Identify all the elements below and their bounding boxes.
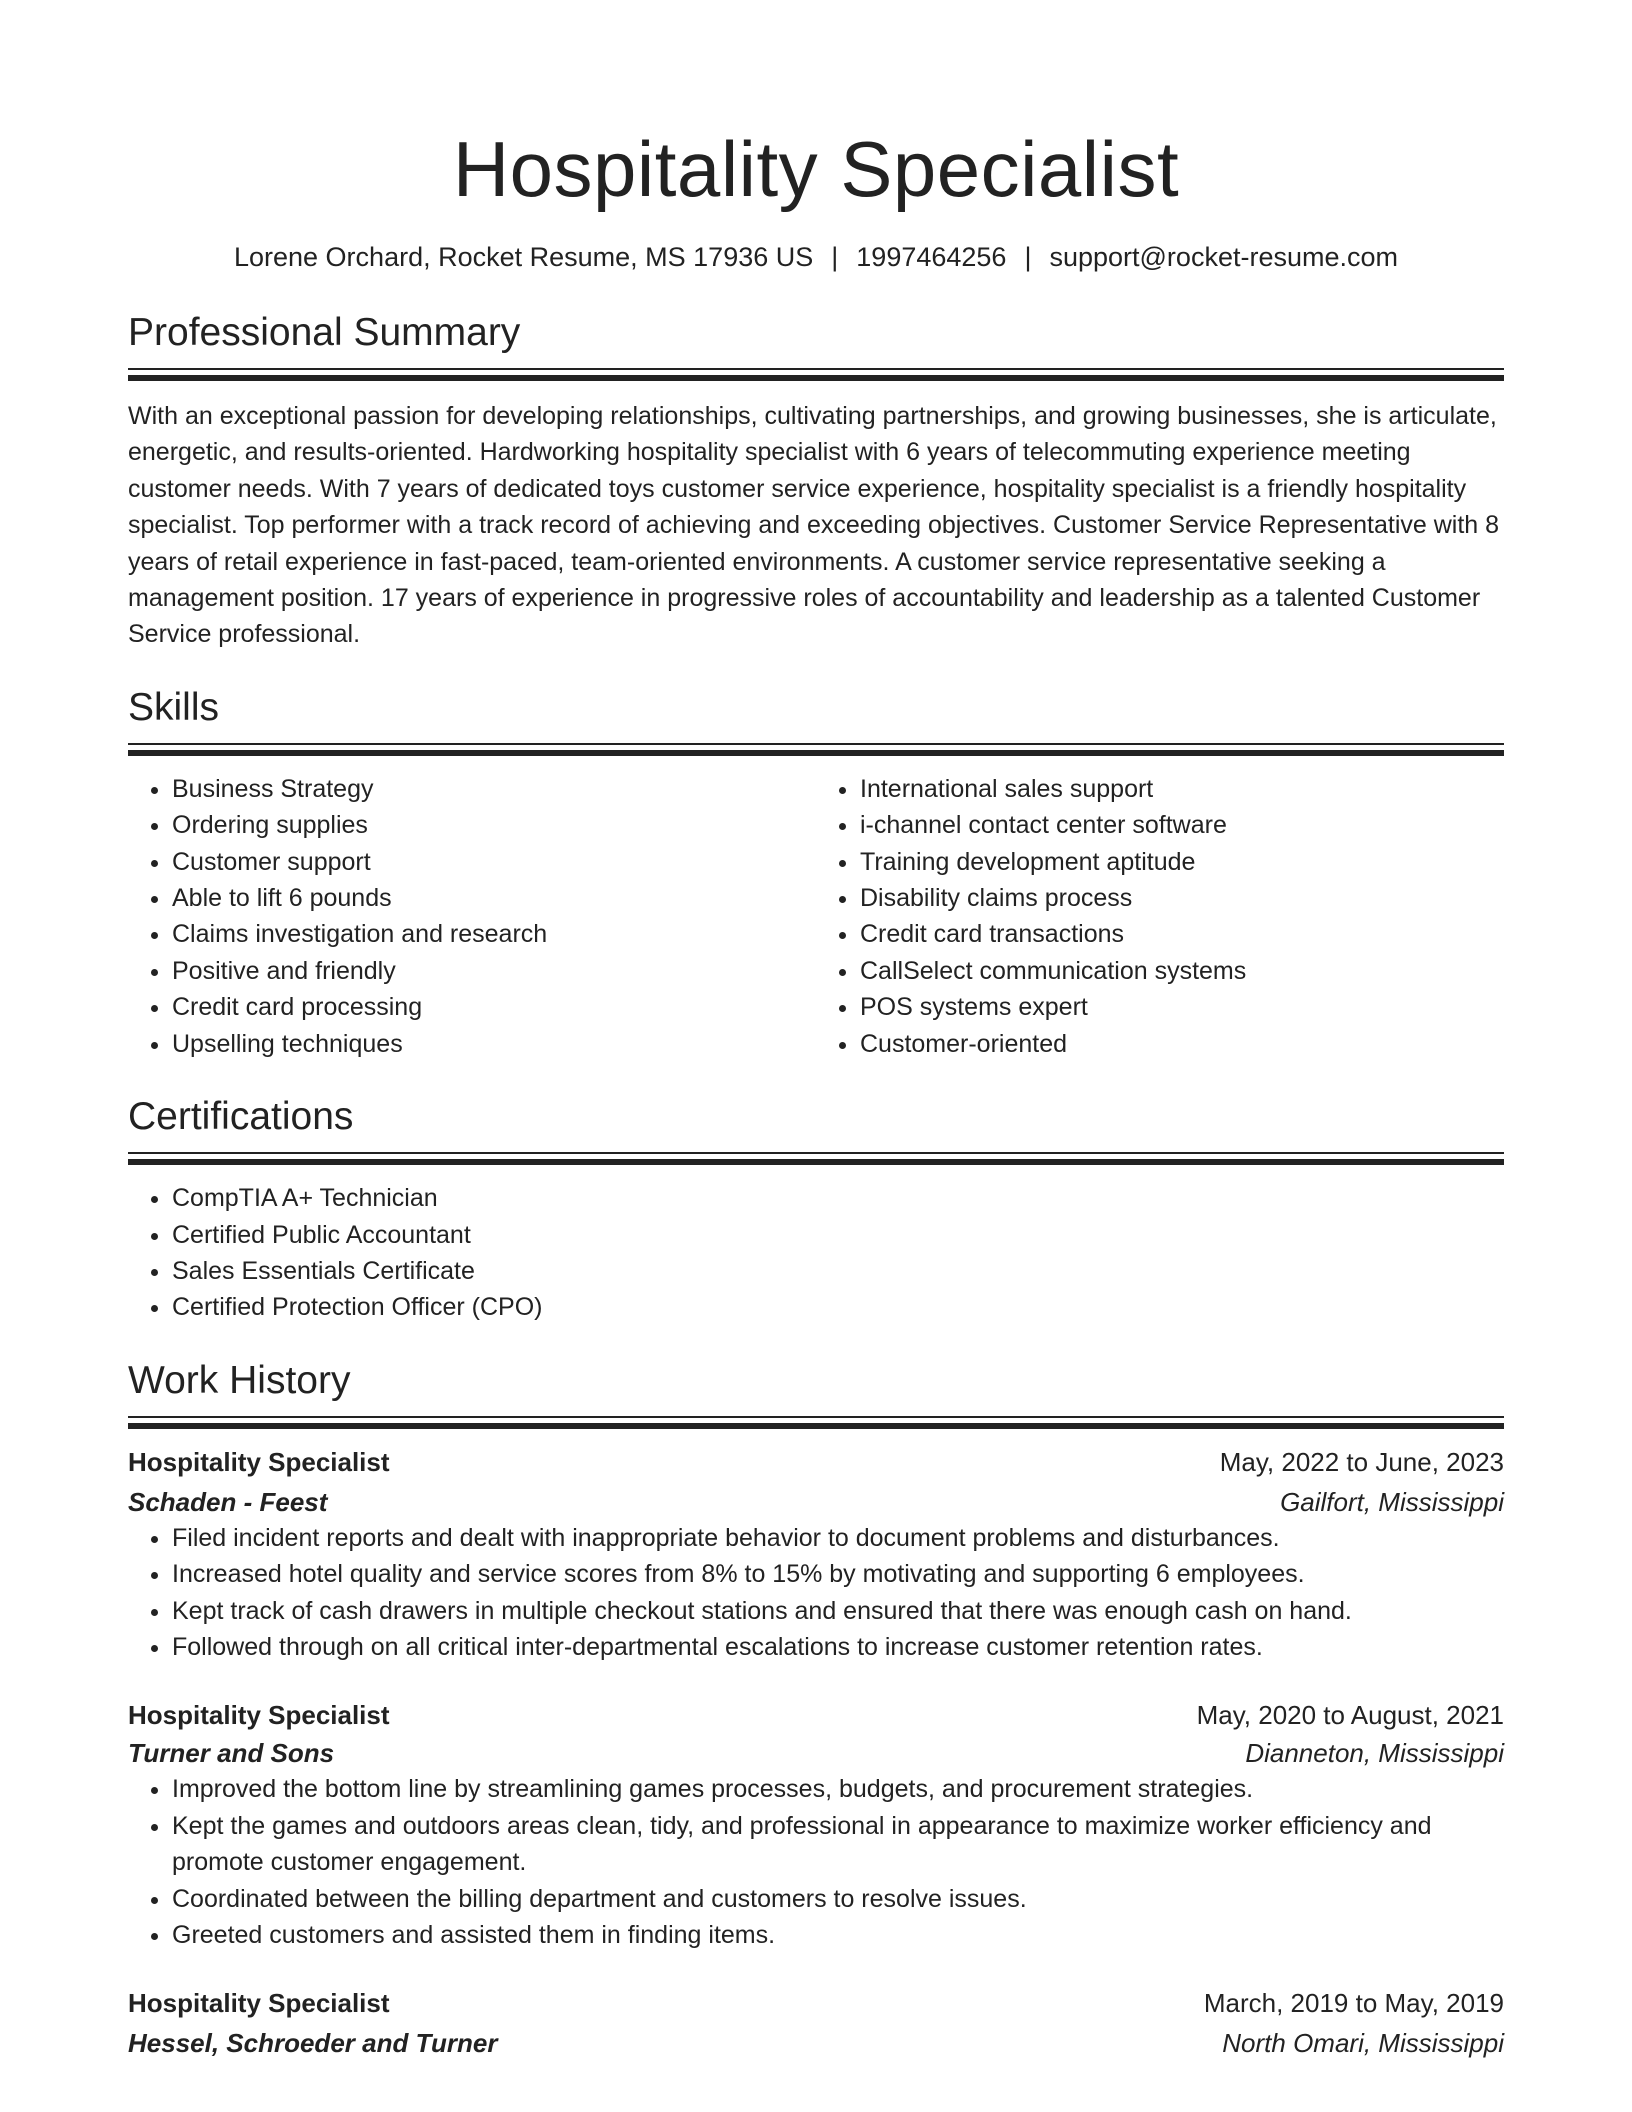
skills-section — [128, 683, 1504, 1062]
certification-item: • Sales Essentials Certificate — [172, 1253, 1504, 1289]
skill-item: • Training development aptitude — [860, 844, 1504, 880]
job-title: Hospitality Specialist — [128, 1700, 390, 1731]
section-divider — [128, 1152, 1504, 1166]
contact-address: Lorene Orchard, Rocket Resume, MS 17936 US — [233, 242, 814, 272]
skill-item: • Disability claims process — [860, 880, 1504, 916]
job-title: Hospitality Specialist — [128, 1446, 390, 1477]
job-header — [128, 1985, 1504, 2021]
certifications-section — [128, 1092, 1504, 1326]
contact-separator: | — [1024, 242, 1032, 272]
job-bullet: • Kept the games and outdoors areas clean, tidy, and professional in appearance to maximize worker efficiency and promote customer engagement. — [172, 1808, 1504, 1881]
job-bullet: • Kept track of cash drawers in multiple checkout stations and ensured that there was enough cash on hand. — [172, 1593, 1504, 1629]
job-location: Gailfort, Mississippi — [1280, 1486, 1504, 1517]
skill-item: • Able to lift 6 pounds — [172, 880, 816, 916]
certification-item: • Certified Public Accountant — [172, 1217, 1504, 1253]
job-bullet: • Followed through on all critical inter-departmental escalations to increase customer retention rates. — [172, 1629, 1504, 1665]
skill-item: • POS systems expert — [860, 989, 1504, 1025]
section-heading-work-history: Work History — [128, 1358, 351, 1402]
job-title: Hospitality Specialist — [128, 1988, 390, 2019]
section-heading-skills: Skills — [128, 685, 220, 729]
section-divider — [128, 1416, 1504, 1430]
job-header — [128, 1444, 1504, 1480]
skill-item: • CallSelect communication systems — [860, 953, 1504, 989]
skill-item: • Customer support — [172, 844, 816, 880]
job-company: Hessel, Schroeder and Turner — [128, 2028, 498, 2059]
job-location: Dianneton, Mississippi — [1245, 1738, 1504, 1769]
skill-item: • Claims investigation and research — [172, 916, 816, 952]
job-bullet: • Coordinated between the billing department and customers to resolve issues. — [172, 1881, 1504, 1917]
skill-item: • Positive and friendly — [172, 953, 816, 989]
work-history-section — [128, 1356, 1504, 2062]
skills-list-right — [816, 771, 1504, 1062]
job-bullets — [128, 1520, 1504, 1666]
job-entry — [128, 1985, 1504, 2061]
job-bullet: • Filed incident reports and dealt with inappropriate behavior to document problems and disturbances. — [172, 1520, 1504, 1556]
contact-separator: | — [831, 242, 839, 272]
contact-email: support@rocket-resume.com — [1049, 242, 1398, 272]
skill-item: • Ordering supplies — [172, 807, 816, 843]
skill-item: • Credit card processing — [172, 989, 816, 1025]
skill-item: • Credit card transactions — [860, 916, 1504, 952]
contact-phone: 1997464256 — [856, 242, 1007, 272]
job-bullet: • Improved the bottom line by streamlining games processes, budgets, and procurement strategies. — [172, 1771, 1504, 1807]
skill-item: • Business Strategy — [172, 771, 816, 807]
job-company: Schaden - Feest — [128, 1486, 328, 1517]
job-entry — [128, 1697, 1504, 1953]
job-dates: March, 2019 to May, 2019 — [1203, 1988, 1504, 2019]
certifications-list — [128, 1180, 1504, 1326]
job-dates: May, 2022 to June, 2023 — [1219, 1446, 1504, 1477]
skill-item: • i-channel contact center software — [860, 807, 1504, 843]
contact-line — [128, 240, 1504, 274]
job-company: Turner and Sons — [128, 1738, 335, 1769]
certification-item: • Certified Protection Officer (CPO) — [172, 1289, 1504, 1325]
certification-item: • CompTIA A+ Technician — [172, 1180, 1504, 1216]
skill-item: • International sales support — [860, 771, 1504, 807]
section-divider — [128, 368, 1504, 382]
job-subheader — [128, 1484, 1504, 1520]
job-subheader — [128, 1735, 1504, 1771]
job-bullet: • Greeted customers and assisted them in finding items. — [172, 1917, 1504, 1953]
skills-list-left — [128, 771, 816, 1062]
section-divider — [128, 743, 1504, 757]
skill-item: • Customer-oriented — [860, 1026, 1504, 1062]
job-bullets — [128, 1771, 1504, 1953]
job-location: North Omari, Mississippi — [1222, 2028, 1504, 2059]
section-heading-summary: Professional Summary — [128, 311, 521, 354]
job-subheader — [128, 2025, 1504, 2061]
summary-text: With an exceptional passion for developing relationships, cultivating partnerships, and growing businesses, she is articulate, energetic, and results-oriented. Hardworking hospitality specialist with 6 years of telecommuting experience meeting customer needs. With 7 years of dedicated toys customer service experience, hospitality specialist is a friendly hospitality specialist. Top performer with a track record of achieving and exceeding objectives. Customer Service Representative with 8 years of retail experience in fast-paced, team-oriented environments. A customer service representative seeking a management position. 17 years of experience in progressive roles of accountability and leadership as a talented Customer Service professional. — [128, 402, 1500, 649]
skill-item: • Upselling techniques — [172, 1026, 816, 1062]
resume-title: Hospitality Specialist — [452, 125, 1180, 213]
section-heading-certifications: Certifications — [128, 1095, 354, 1139]
job-dates: May, 2020 to August, 2021 — [1196, 1700, 1504, 1731]
job-header — [128, 1697, 1504, 1733]
job-entry — [128, 1444, 1504, 1666]
job-bullet: • Increased hotel quality and service scores from 8% to 15% by motivating and supporting 6 employees. — [172, 1556, 1504, 1592]
skills-grid — [128, 771, 1504, 1062]
summary-section — [128, 308, 1504, 653]
